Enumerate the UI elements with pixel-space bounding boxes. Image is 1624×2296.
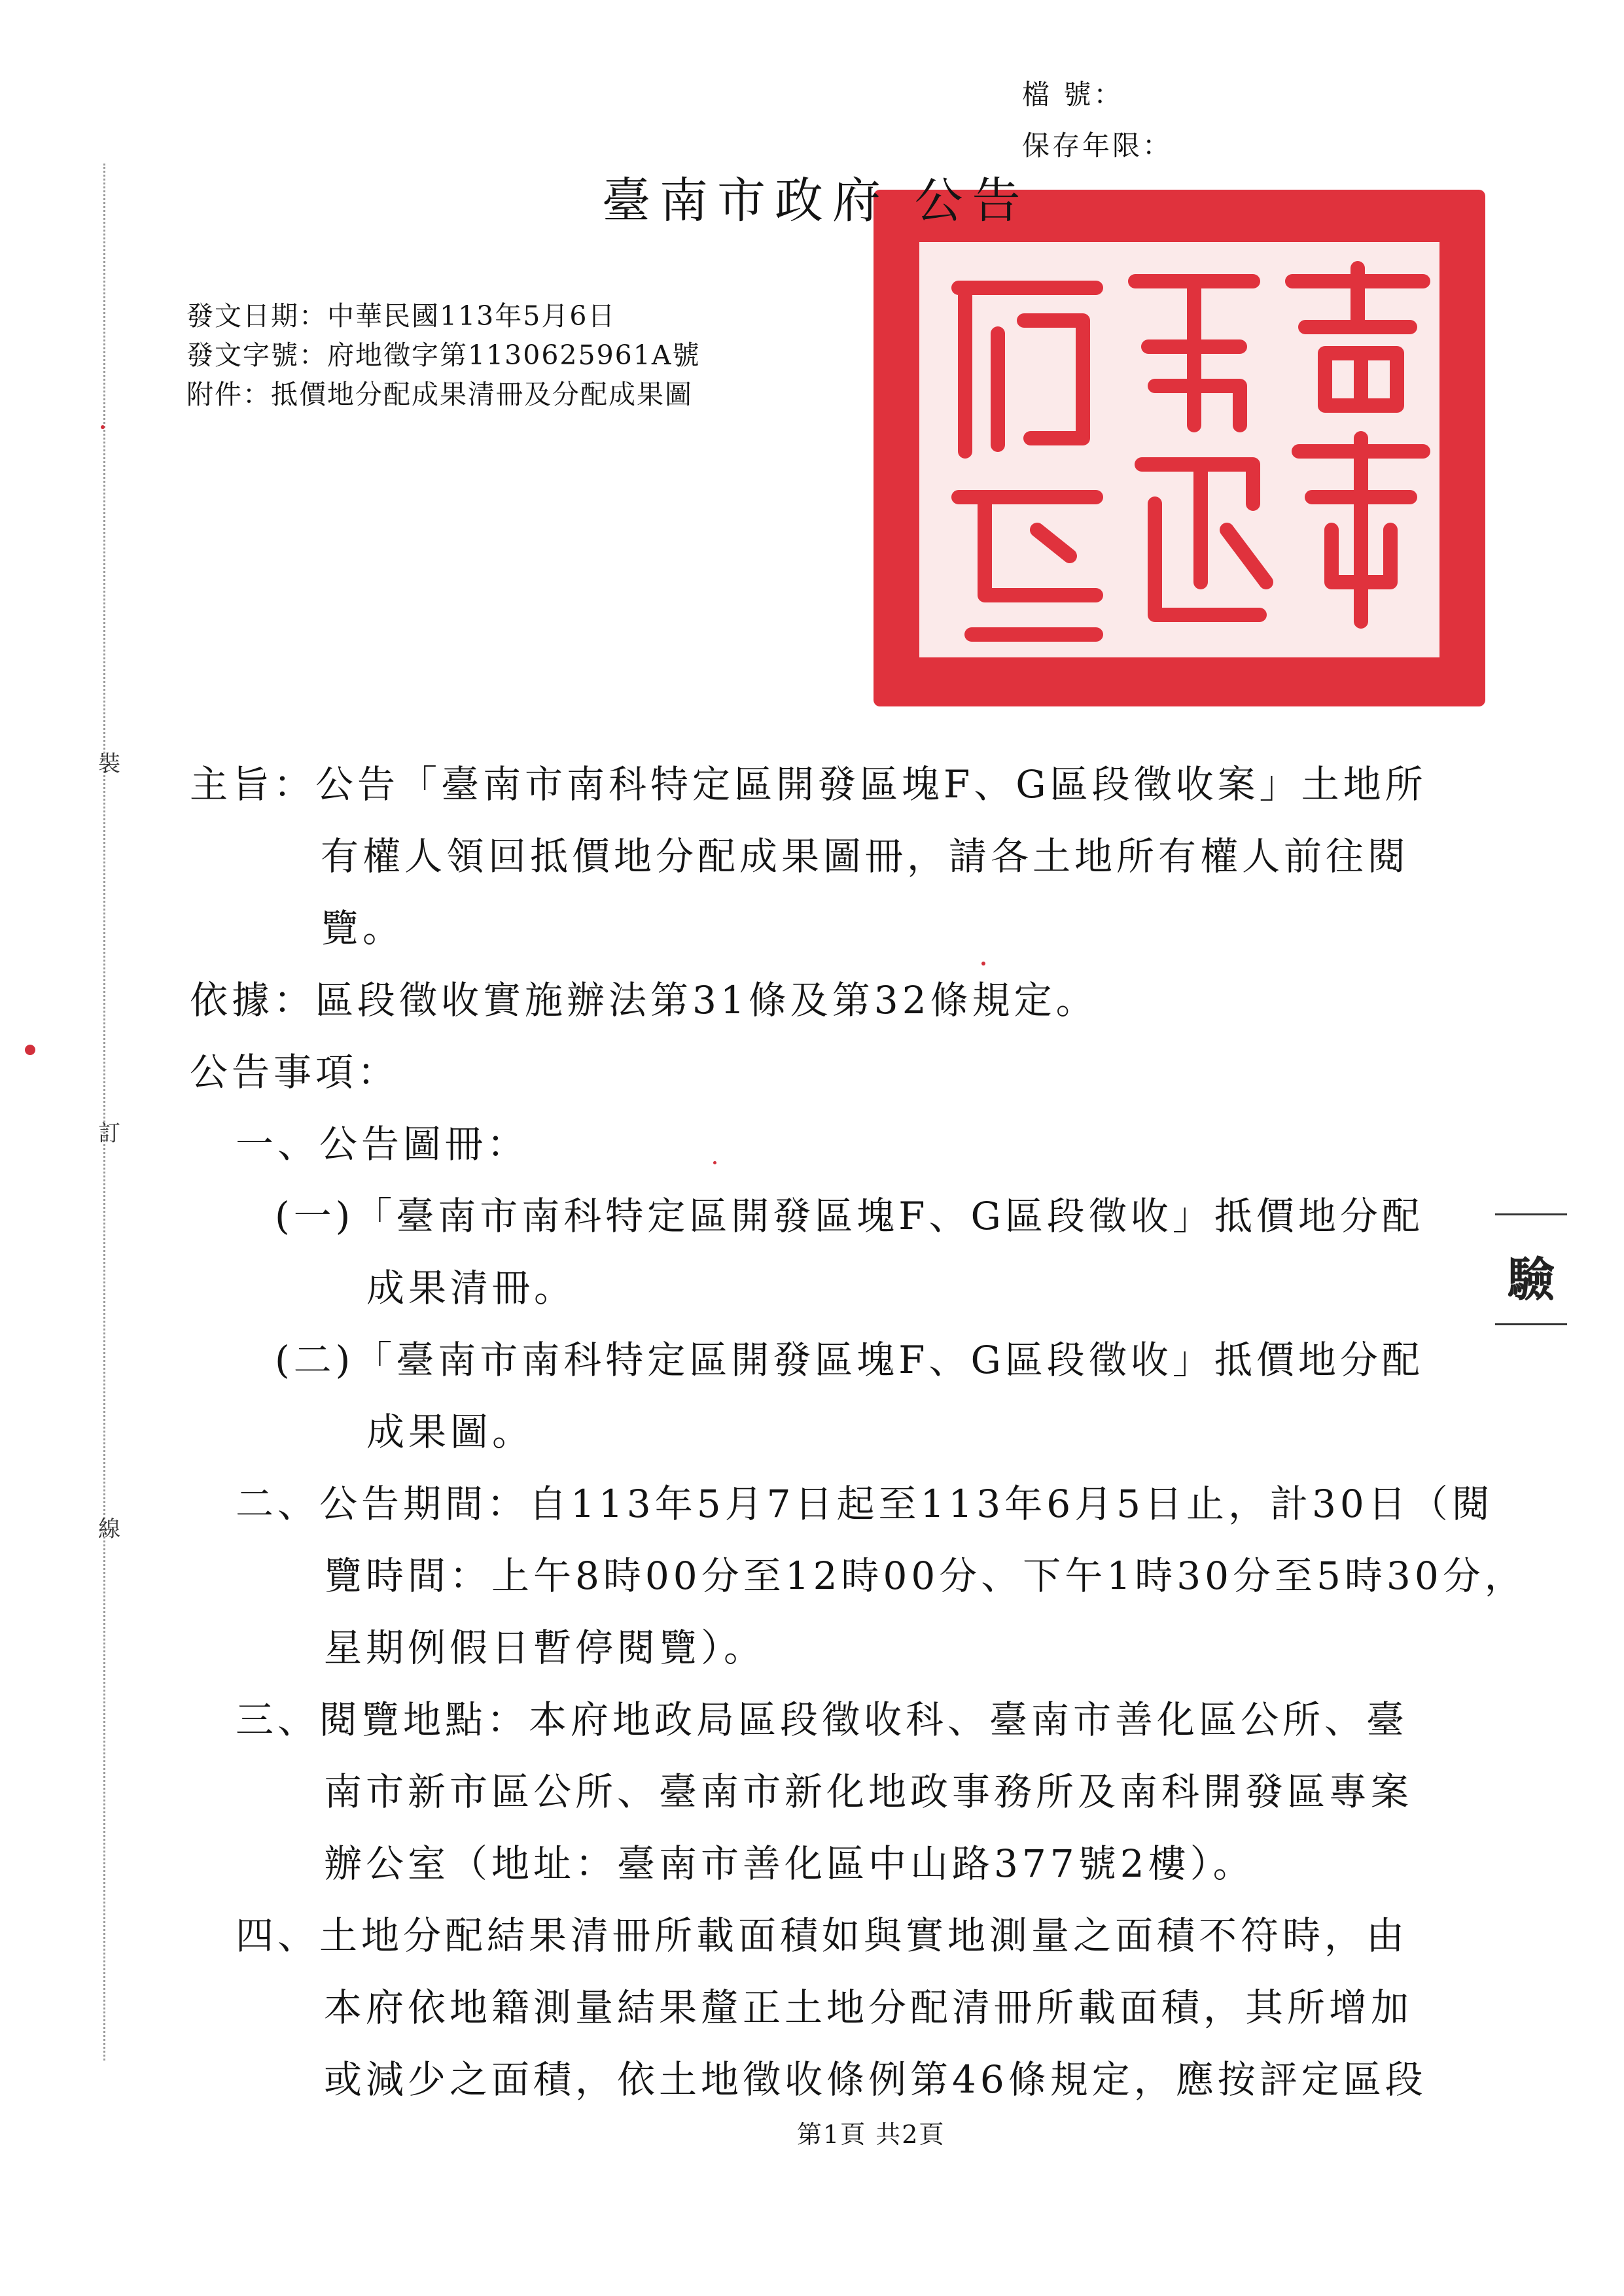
item-2-line-1: 二、公告期間：自113年5月7日起至113年6月5日止，計30日（閱 [236, 1482, 1494, 1526]
item-1-sub-2-line-1: (二)「臺南市南科特定區開發區塊F、G區段徵收」抵價地分配 [275, 1338, 1424, 1382]
notice-items-heading: 公告事項： [190, 1050, 400, 1094]
red-speck [713, 1161, 716, 1164]
item-2-line-2: 覽時間：上午8時00分至12時00分、下午1時30分至5時30分， [324, 1554, 1527, 1598]
seal-glyphs [874, 190, 1485, 706]
item-4-line-1: 四、土地分配結果清冊所載面積如與實地測量之面積不符時，由 [236, 1913, 1409, 1958]
item-3-line-3: 辦公室（地址：臺南市善化區中山路377號2樓）。 [324, 1841, 1255, 1886]
subject-line-3: 覽。 [321, 906, 405, 950]
inspection-stamp [1495, 1213, 1567, 1325]
binding-margin-char-mid: 訂 [98, 1121, 120, 1147]
retention-period-label: 保存年限： [1022, 130, 1173, 162]
official-seal [874, 190, 1485, 706]
document-title: 臺南市政府 公告 [602, 173, 1030, 229]
page-number: 第1頁 共2頁 [797, 2120, 945, 2149]
reference-number: 發文字號：府地徵字第1130625961A號 [186, 339, 701, 371]
item-1-sub-2-line-2: 成果圖。 [366, 1410, 535, 1454]
issue-date: 發文日期：中華民國113年5月6日 [186, 300, 616, 332]
binding-margin-line [103, 164, 105, 2061]
file-number-label: 檔 號： [1022, 78, 1124, 111]
item-1-heading: 一、公告圖冊： [236, 1122, 529, 1166]
item-3-line-2: 南市新市區公所、臺南市新化地政事務所及南科開發區專案 [324, 1769, 1413, 1814]
inspection-stamp-label: 驗 [1507, 1251, 1555, 1307]
item-4-line-3: 或減少之面積，依土地徵收條例第46條規定，應按評定區段 [324, 2057, 1427, 2102]
red-speck [981, 962, 985, 965]
item-1-sub-1-line-2: 成果清冊。 [366, 1266, 576, 1310]
attachment-line: 附件：抵價地分配成果清冊及分配成果圖 [186, 379, 693, 410]
binding-margin-char-bottom: 線 [98, 1516, 120, 1542]
subject-line-1: 主旨：公告「臺南市南科特定區開發區塊F、G區段徵收案」土地所 [190, 762, 1427, 807]
binding-margin-char-top: 裝 [98, 751, 120, 777]
subject-line-2: 有權人領回抵價地分配成果圖冊，請各土地所有權人前往閱 [321, 834, 1410, 878]
item-3-line-1: 三、閱覽地點：本府地政局區段徵收科、臺南市善化區公所、臺 [236, 1697, 1409, 1742]
basis-line: 依據：區段徵收實施辦法第31條及第32條規定。 [190, 978, 1098, 1022]
item-1-sub-1-line-1: (一)「臺南市南科特定區開發區塊F、G區段徵收」抵價地分配 [275, 1194, 1424, 1238]
item-2-line-3: 星期例假日暫停閱覽）。 [324, 1626, 766, 1670]
red-speck [25, 1045, 35, 1055]
red-speck [101, 425, 105, 429]
item-4-line-2: 本府依地籍測量結果釐正土地分配清冊所載面積，其所增加 [324, 1985, 1413, 2030]
